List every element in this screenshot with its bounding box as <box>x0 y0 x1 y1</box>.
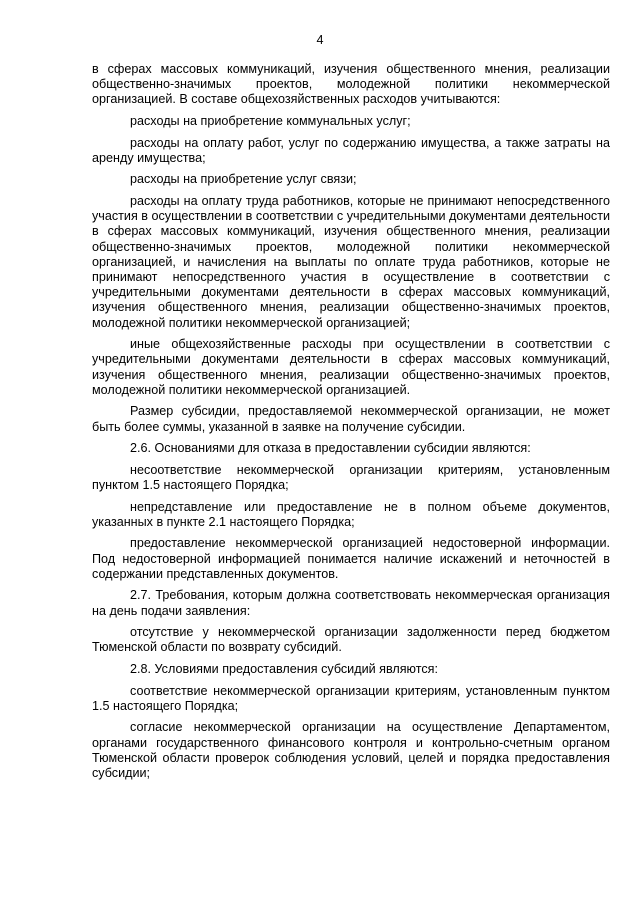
paragraph: непредставление или предоставление не в полном объеме документов, указанных в пункте 2.1 настоящего Порядка; <box>92 499 610 529</box>
paragraph: расходы на приобретение коммунальных услуг; <box>130 114 411 128</box>
page-number: 4 <box>316 33 324 47</box>
paragraph: согласие некоммерческой организации на осуществление Департаментом, органами государственного финансового контроля и контрольно-счетным органом Тюменской области проверок соблюдения условий, целей и порядка предоставления субсидии; <box>92 720 610 780</box>
paragraph: отсутствие у некоммерческой организации задолженности перед бюджетом Тюменской области по возврату субсидий. <box>92 625 610 655</box>
paragraph: иные общехозяйственные расходы при осуществлении в соответствии с учредительными документами деятельности в сферах массовых коммуникаций, изучения общественного мнения, реализации общественно-значимых проектов, молодежной политики некоммерческой организацией. <box>92 337 610 397</box>
paragraph: Размер субсидии, предоставляемой некоммерческой организации, не может быть более суммы, указанной в заявке на получение субсидии. <box>92 404 610 434</box>
paragraph: предоставление некоммерческой организацией недостоверной информации. Под недостоверной информацией понимается наличие искажений и неточностей в содержании представленных документов. <box>92 536 610 581</box>
paragraph: в сферах массовых коммуникаций, изучения общественного мнения, реализации общественно-значимых проектов, молодежной политики некоммерческой организацией. В составе общехозяйственных расходов учитываются: <box>92 62 610 107</box>
document-body <box>92 62 610 788</box>
paragraph: несоответствие некоммерческой организации критериям, установленным пунктом 1.5 настоящего Порядка; <box>92 462 610 492</box>
paragraph: соответствие некоммерческой организации критериям, установленным пунктом 1.5 настоящего Порядка; <box>92 683 610 713</box>
paragraph: расходы на оплату работ, услуг по содержанию имущества, а также затраты на аренду имущества; <box>92 135 610 165</box>
paragraph: 2.8. Условиями предоставления субсидий являются: <box>130 661 438 676</box>
paragraph: расходы на оплату труда работников, которые не принимают непосредственного участия в осуществлении в соответствии с учредительными документами деятельности в сферах массовых коммуникаций, изучения общественного мнения, реализации общественно-значимых проектов, молодежной политики некоммерческой организацией, и начисления на выплаты по оплате труда работников, которые не принимают непосредственного участия в осуществление в соответствии с учредительными документами деятельности в сферах массовых коммуникаций, изучения общественного мнения, реализации общественно-значимых проектов, молодежной политики некоммерческой организацией; <box>92 193 610 330</box>
paragraph: 2.7. Требования, которым должна соответствовать некоммерческая организация на день подачи заявления: <box>92 588 610 618</box>
paragraph: 2.6. Основаниями для отказа в предоставлении субсидии являются: <box>130 441 531 456</box>
paragraph: расходы на приобретение услуг связи; <box>130 172 357 187</box>
